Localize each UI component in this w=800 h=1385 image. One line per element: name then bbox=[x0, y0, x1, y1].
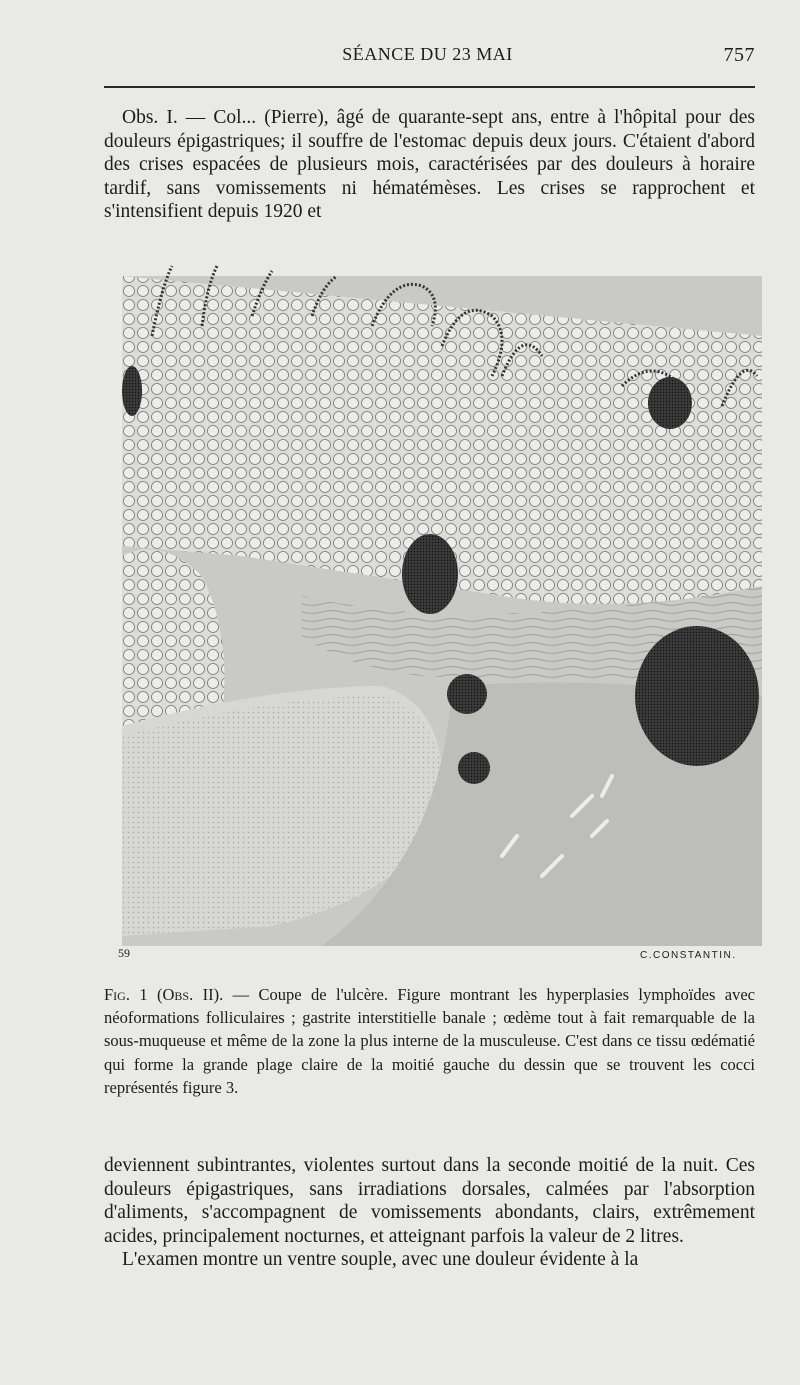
paragraph-text: Obs. I. — Col... (Pierre), âgé de quarante-sept ans, entre à l'hôpital pour des douleurs épigastriques; il souffre de l'estomac depuis deux jours. C'étaient d'abord des crises espacées de plusieurs mois, caractérisées par des douleurs à horaire tardif, sans vomissements ni hématémèses. Les crises se rapprochent et s'intensifient depuis 1920 et bbox=[104, 107, 755, 223]
figure-plate-number: 59 bbox=[118, 946, 130, 960]
caption-label: Fig. 1 (Obs. II). bbox=[104, 985, 224, 1004]
page-number: 757 bbox=[723, 44, 755, 66]
paragraph-text: deviennent subintrantes, violentes surtout dans la seconde moitié de la nuit. Ces douleurs épigastriques, sans irradiations dorsales, calmées par l'absorption d'aliments, s'accompagnent de vomissements abondants, clairs, extrêmement acides, principalement nocturnes, et atteignant parfois la valeur de 2 litres. bbox=[104, 1155, 755, 1247]
paragraph-continuation bbox=[104, 1154, 755, 1272]
artist-signature: C.CONSTANTIN. bbox=[640, 950, 737, 961]
figure-caption bbox=[104, 983, 755, 1099]
paragraph-text-next: L'examen montre un ventre souple, avec une douleur évidente à la bbox=[122, 1249, 639, 1271]
running-head bbox=[100, 44, 755, 72]
running-title: SÉANCE DU 23 MAI bbox=[342, 44, 513, 64]
header-rule bbox=[104, 86, 755, 88]
caption-text: — Coupe de l'ulcère. Figure montrant les hyperplasies lymphoïdes avec néoformations folliculaires ; gastrite interstitielle banale ; œdème tout à fait remarquable de la sous-muqueuse et même de la zone la plus interne de la musculeuse. C'est dans ce tissu œdématié qui forme la grande plage claire de la moitié gauche du dessin que se trouvent les cocci représentés figure 3. bbox=[104, 985, 756, 1097]
histology-figure bbox=[122, 256, 762, 946]
paragraph-observation bbox=[104, 106, 755, 224]
histology-drawing bbox=[122, 256, 762, 946]
